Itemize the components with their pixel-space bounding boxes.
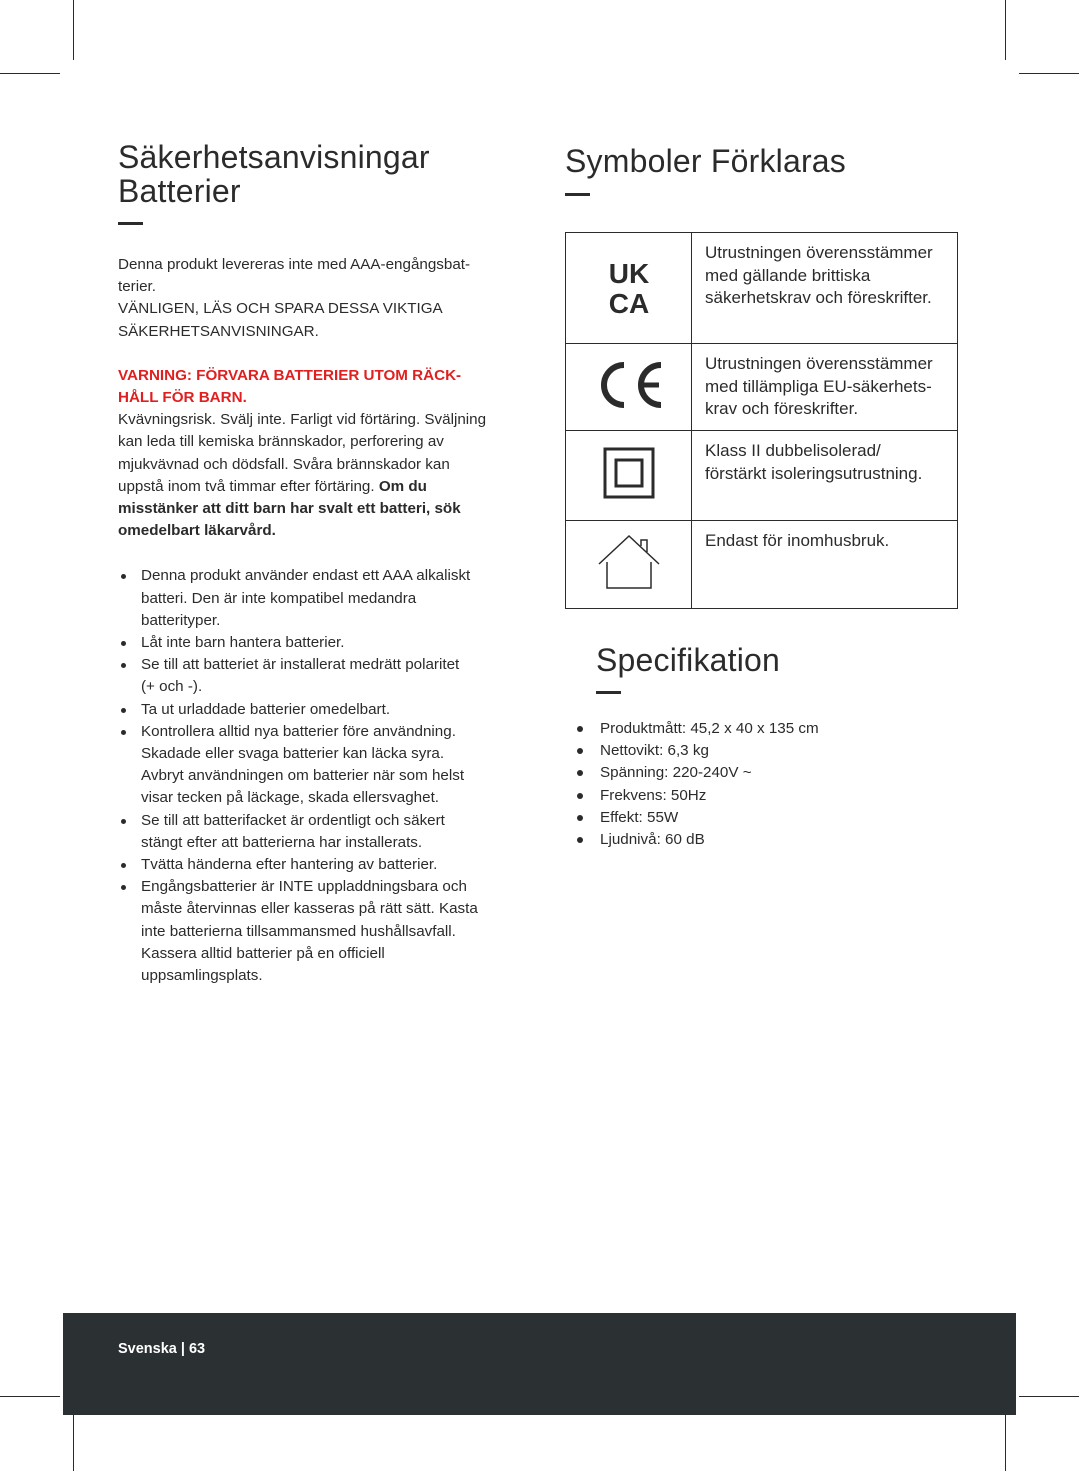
safety-title-line: Säkerhetsanvisningar — [118, 139, 430, 175]
bullet-item — [118, 721, 518, 810]
caps-line: SÄKERHETSANVISNINGAR. — [118, 322, 319, 340]
symbol-row — [566, 431, 958, 521]
ukca-mark-bottom: CA — [608, 287, 649, 316]
warning-heading — [118, 365, 518, 409]
bullet-line: måste återvinnas eller kasseras på rätt sätt. Kasta — [141, 900, 478, 918]
title-dash — [596, 691, 621, 694]
crop-mark — [1019, 73, 1079, 74]
bullet-line: stängt efter att batterierna har installerats. — [141, 833, 423, 851]
crop-mark — [0, 1396, 60, 1397]
symbol-description — [692, 233, 958, 344]
symbol-icon-cell — [566, 431, 692, 521]
crop-mark — [1019, 1396, 1079, 1397]
title-dash — [118, 222, 143, 225]
bullet-line: inte batterierna tillsammansmed hushållsavfall. — [141, 922, 456, 940]
spec-item: Spänning: 220-240V ~ — [577, 762, 819, 784]
spec-title: Specifikation — [596, 642, 781, 678]
crop-mark — [0, 73, 60, 74]
warning-bold-text: misstänker att ditt barn har svalt ett batteri, sök — [118, 500, 461, 518]
warning-line: Kvävningsrisk. Svälj inte. Farligt vid förtäring. Sväljning — [118, 411, 487, 429]
page-number: Svenska | 63 — [118, 1341, 206, 1357]
intro-line: terier. — [118, 278, 156, 296]
bullet-line: Denna produkt använder endast ett AAA alkaliskt — [141, 567, 471, 585]
bullet-line: Avbryt användningen om batterier när som helst — [141, 767, 465, 785]
double-square-icon — [603, 447, 655, 499]
symbol-description — [692, 344, 958, 431]
intro-text — [118, 254, 518, 343]
symbol-line: säkerhetskrav och föreskrifter. — [705, 288, 932, 307]
spec-item: Frekvens: 50Hz — [577, 785, 819, 807]
bullet-item — [118, 810, 518, 854]
bullet-line: Ta ut urladdade batterier omedelbart. — [141, 700, 391, 718]
page-footer — [63, 1313, 1016, 1415]
ukca-mark-top: UK — [608, 257, 649, 289]
symbol-line: Utrustningen överensstämmer — [705, 243, 933, 262]
bullet-line: Låt inte barn hantera batterier. — [141, 634, 345, 652]
symbol-description — [692, 521, 958, 609]
crop-mark — [73, 1411, 74, 1471]
intro-line: Denna produkt levereras inte med AAA-engångsbat- — [118, 256, 471, 273]
safety-section — [118, 140, 518, 987]
crop-mark — [1005, 1411, 1006, 1471]
symbol-line: Endast för inomhusbruk. — [705, 531, 890, 550]
spec-item: Nettovikt: 6,3 kg — [577, 740, 819, 762]
ukca-mark-icon — [599, 256, 659, 316]
bullet-line: Se till att batterifacket är ordentligt och säkert — [141, 811, 445, 829]
symbols-title: Symboler Förklaras — [565, 143, 847, 179]
symbol-line: Klass II dubbelisolerad/ — [705, 441, 881, 460]
house-icon — [597, 534, 661, 590]
warning-bold-text: omedelbart läkarvård. — [118, 522, 276, 540]
warning-line: mjukvävnad och dödsfall. Svåra brännskador kan — [118, 455, 450, 473]
bullet-line: batterityper. — [141, 611, 221, 629]
symbol-row — [566, 521, 958, 609]
bullet-item — [118, 632, 518, 654]
bullet-line: Tvätta händerna efter hantering av batterier. — [141, 856, 438, 874]
bullet-item — [118, 565, 518, 632]
bullet-line: Skadade eller svaga batterier kan läcka syra. — [141, 745, 445, 763]
bullet-line: batteri. Den är inte kompatibel medandra — [141, 589, 417, 607]
symbol-line: Utrustningen överensstämmer — [705, 354, 933, 373]
spec-item: Ljudnivå: 60 dB — [577, 829, 819, 851]
bullet-line: (+ och -). — [141, 678, 203, 696]
spec-item: Effekt: 55W — [577, 807, 819, 829]
spec-list — [577, 718, 819, 851]
crop-mark — [73, 0, 74, 60]
symbols-table — [565, 232, 958, 609]
bullet-item — [118, 699, 518, 721]
bullet-line: Se till att batteriet är installerat medrätt polaritet — [141, 656, 460, 674]
symbol-icon-cell — [566, 521, 692, 609]
symbol-row — [566, 233, 958, 344]
safety-title-line: Batterier — [118, 173, 241, 209]
bullet-line: visar tecken på läckage, skada ellersvaghet. — [141, 789, 440, 807]
bullet-line: Engångsbatterier är INTE uppladdningsbara och — [141, 878, 467, 896]
warning-heading-line: VARNING: FÖRVARA BATTERIER UTOM RÄCK- — [118, 366, 462, 384]
bullet-item — [118, 876, 518, 987]
warning-bold-text: Om du — [374, 477, 427, 495]
battery-bullet-list — [118, 565, 518, 987]
symbol-line: förstärkt isoleringsutrustning. — [705, 463, 923, 483]
warning-heading-line: HÅLL FÖR BARN. — [118, 389, 247, 407]
symbol-row — [566, 344, 958, 431]
safety-title — [118, 140, 518, 208]
warning-body — [118, 409, 518, 542]
bullet-line: Kontrollera alltid nya batterier före användning. — [141, 722, 456, 740]
symbol-description — [692, 431, 958, 521]
bullet-line: Kassera alltid batterier på en officiell — [141, 944, 385, 962]
crop-mark — [1005, 0, 1006, 60]
bullet-item — [118, 854, 518, 876]
symbol-line: krav och föreskrifter. — [705, 399, 859, 418]
warning-line: kan leda till kemiska brännskador, perforering av — [118, 433, 444, 451]
title-dash — [565, 193, 590, 196]
caps-line: VÄNLIGEN, LÄS OCH SPARA DESSA VIKTIGA — [118, 300, 443, 318]
symbol-icon-cell — [566, 233, 692, 344]
warning-line: uppstå inom två timmar efter förtäring. — [118, 477, 375, 495]
bullet-line: uppsamlingsplats. — [141, 967, 263, 985]
ce-mark-icon — [591, 360, 667, 410]
spec-item: Produktmått: 45,2 x 40 x 135 cm — [577, 718, 819, 740]
bullet-item — [118, 654, 518, 698]
symbol-icon-cell — [566, 344, 692, 431]
symbol-line: med gällande brittiska — [705, 265, 871, 285]
symbol-line: med tillämpliga EU-säkerhets- — [705, 376, 932, 396]
